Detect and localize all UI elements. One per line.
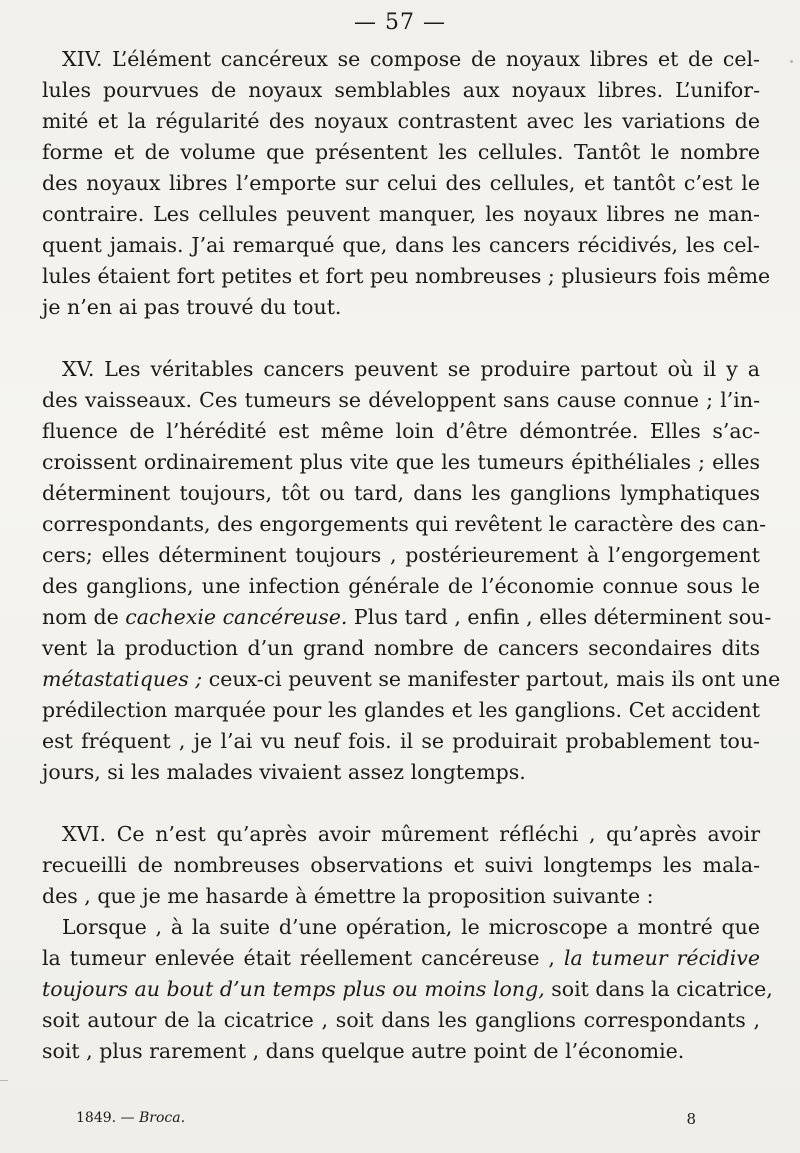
text-line (42, 478, 760, 509)
line-text: la tumeur enlevée était réellement cancéreuse , (42, 946, 564, 970)
text-line (42, 199, 760, 230)
text-line (42, 354, 760, 385)
line-text: correspondants, des engorgements qui revêtent le caractère des can- (42, 512, 766, 536)
line-text: je n’en ai pas trouvé du tout. (42, 295, 342, 319)
italic-phrase: toujours au bout d’un temps plus ou moins long, (42, 977, 545, 1001)
text-line (42, 385, 760, 416)
line-text: prédilection marquée pour les glandes et les ganglions. Cet accident (42, 698, 760, 722)
text-line (42, 230, 760, 261)
line-text: des , que je me hasarde à émettre la proposition suivante : (42, 884, 654, 908)
line-text: recueilli de nombreuses observations et suivi longtemps les mala- (42, 853, 760, 877)
text-line (42, 168, 760, 199)
line-text: des noyaux libres l’emporte sur celui des cellules, et tantôt c’est le (42, 171, 760, 195)
text-line (42, 850, 760, 881)
text-line (42, 261, 771, 292)
line-text: quent jamais. J’ai remarqué que, dans les cancers récidivés, les cel- (42, 233, 760, 257)
paragraph-xvi (42, 819, 773, 1067)
paragraph-xiv (42, 44, 771, 323)
text-line (42, 881, 760, 912)
text-line (42, 633, 760, 664)
text-line (42, 106, 760, 137)
footer-dash: — (116, 1110, 139, 1126)
line-text: XIV. L’élément cancéreux se compose de noyaux libres et de cel- (62, 47, 760, 71)
text-line (42, 509, 766, 540)
line-text: lules étaient fort petites et fort peu nombreuses ; plusieurs fois même (42, 264, 771, 288)
line-text: contraire. Les cellules peuvent manquer, les noyaux libres ne man- (42, 202, 760, 226)
line-text: des vaisseaux. Ces tumeurs se développent sans cause connue ; l’in- (42, 388, 760, 412)
footer-author: Broca. (139, 1110, 186, 1126)
footer-imprint (76, 1110, 185, 1126)
italic-phrase: métastatiques ; (42, 667, 203, 691)
line-text: XVI. Ce n’est qu’après avoir mûrement réfléchi , qu’après avoir (62, 822, 760, 846)
text-line (42, 726, 760, 757)
paragraph-gap (42, 788, 760, 819)
line-text: cers; elles déterminent toujours , postérieurement à l’engorgement (42, 543, 760, 567)
line-text: XV. Les véritables cancers peuvent se produire partout où il y a (62, 357, 760, 381)
page-number: — 57 — (354, 10, 446, 35)
body-text (42, 44, 781, 1067)
line-text: ceux-ci peuvent se manifester partout, mais ils ont une (202, 667, 781, 691)
text-line (42, 974, 773, 1005)
text-line (42, 137, 760, 168)
italic-phrase: la tumeur récidive (563, 946, 760, 970)
paragraph-xv (42, 354, 781, 788)
text-line (42, 447, 760, 478)
line-text: Lorsque , à la suite d’une opération, le microscope a montré que (62, 915, 760, 939)
text-line (42, 571, 760, 602)
line-text: jours, si les malades vivaient assez longtemps. (42, 760, 526, 784)
line-text: fluence de l’hérédité est même loin d’être démontrée. Elles s’ac- (42, 419, 760, 443)
line-text: soit , plus rarement , dans quelque autre point de l’économie. (42, 1039, 685, 1063)
line-text: croissent ordinairement plus vite que les tumeurs épithéliales ; elles (42, 450, 760, 474)
text-line (42, 75, 760, 106)
text-line (42, 292, 760, 323)
line-text: est fréquent , je l’ai vu neuf fois. il se produirait probablement tou- (42, 729, 760, 753)
text-line (42, 664, 781, 695)
text-line (42, 416, 760, 447)
margin-mark (0, 1080, 8, 1081)
text-line (42, 1005, 760, 1036)
text-line (42, 943, 760, 974)
line-text: lules pourvues de noyaux semblables aux noyaux libres. L’unifor- (42, 78, 760, 102)
line-text: forme et de volume que présentent les cellules. Tantôt le nombre (42, 140, 760, 164)
text-line (42, 44, 760, 75)
line-text: Plus tard , enfin , elles déterminent sou- (347, 605, 772, 629)
line-text: nom de (42, 605, 126, 629)
text-line (42, 912, 760, 943)
line-text: soit dans la cicatrice, (544, 977, 773, 1001)
line-text: des ganglions, une infection générale de l’économie connue sous le (42, 574, 760, 598)
paragraph-gap (42, 323, 760, 354)
italic-phrase: cachexie cancéreuse. (125, 605, 348, 629)
line-text: soit autour de la cicatrice , soit dans les ganglions correspondants , (42, 1008, 760, 1032)
footer-year: 1849. (76, 1110, 117, 1126)
text-line (42, 757, 760, 788)
line-text: mité et la régularité des noyaux contrastent avec les variations de (42, 109, 760, 133)
text-line (42, 695, 760, 726)
text-line (42, 1036, 760, 1067)
text-line (42, 819, 760, 850)
line-text: vent la production d’un grand nombre de cancers secondaires dits (42, 636, 760, 660)
line-text: déterminent toujours, tôt ou tard, dans les ganglions lymphatiques (42, 481, 760, 505)
signature-mark: 8 (686, 1110, 696, 1128)
text-line (42, 602, 772, 633)
margin-dot (790, 60, 793, 63)
text-line (42, 540, 760, 571)
